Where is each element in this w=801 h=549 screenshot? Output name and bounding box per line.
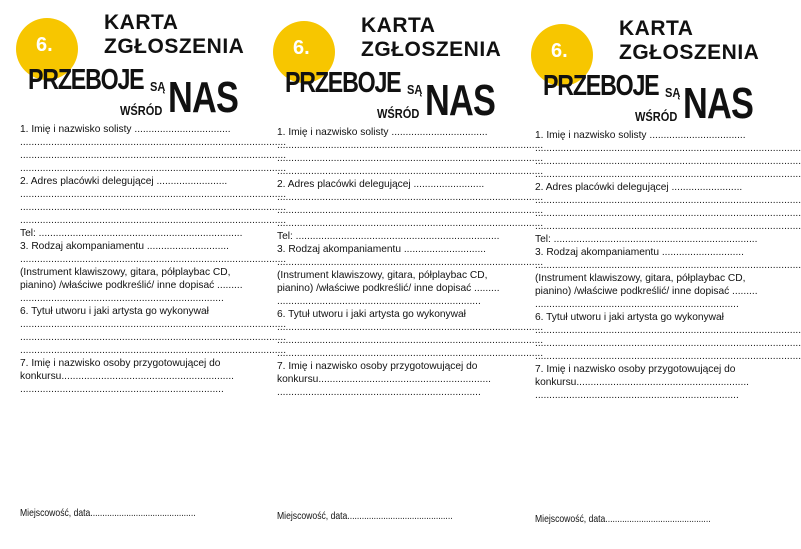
logo-nas: NAS [168, 73, 239, 122]
field-soloist-name: 1. Imię i nazwisko solisty .................................. [20, 124, 231, 135]
field-line: .............................................................................................. [20, 332, 287, 343]
field-phone: Tel: ........................................................................ [535, 234, 758, 245]
title-karta: KARTA [104, 11, 179, 34]
field-teacher-name: 7. Imię i nazwisko osoby przygotowującej do [20, 358, 221, 369]
field-song-title: 6. Tytuł utworu i jaki artysta go wykonywał [277, 309, 466, 320]
field-line: ........................................................................ [20, 293, 224, 304]
logo-nas: NAS [425, 76, 496, 125]
field-line: .............................................................................................. [277, 322, 544, 333]
field-line: ........................................................................ [277, 387, 481, 398]
field-institution-address: 2. Adres placówki delegującej ......................... [277, 179, 485, 190]
field-line: .............................................................................................. [277, 335, 544, 346]
field-line: .............................................................................................. [535, 208, 801, 219]
field-accompaniment-note: pianino) /właściwe podkreślić/ inne dopisać ......... [535, 286, 758, 297]
field-teacher-name-cont: konkursu............................................................. [535, 377, 749, 388]
field-line: .............................................................................................. [20, 215, 287, 226]
field-line: .............................................................................................. [20, 137, 287, 148]
field-line: .............................................................................................. [277, 153, 544, 164]
field-line: ........................................................................ [277, 296, 481, 307]
logo-sa: SĄ [150, 79, 166, 94]
field-line: .............................................................................................. [20, 189, 287, 200]
field-accompaniment: 3. Rodzaj akompaniamentu ............................. [535, 247, 744, 258]
field-line: .............................................................................................. [277, 205, 544, 216]
title-zgloszenia: ZGŁOSZENIA [619, 41, 760, 64]
field-teacher-name-cont: konkursu............................................................. [20, 371, 234, 382]
field-line: ........................................................................ [535, 299, 739, 310]
edition-number: 6. [293, 37, 310, 59]
field-line: .............................................................................................. [277, 257, 544, 268]
field-line: .............................................................................................. [535, 156, 801, 167]
field-soloist-name: 1. Imię i nazwisko solisty .................................. [277, 127, 488, 138]
edition-number: 6. [551, 40, 568, 62]
field-teacher-name: 7. Imię i nazwisko osoby przygotowującej do [277, 361, 478, 372]
title-zgloszenia: ZGŁOSZENIA [361, 38, 502, 61]
field-accompaniment-note: pianino) /właściwe podkreślić/ inne dopisać ......... [20, 280, 243, 291]
logo-przeboje: PRZEBOJE [285, 67, 401, 99]
title-karta: KARTA [361, 14, 436, 37]
application-card-1 [16, 0, 287, 543]
field-line: .............................................................................................. [277, 140, 544, 151]
field-line: ........................................................................ [535, 390, 739, 401]
field-line: .............................................................................................. [20, 319, 287, 330]
card-title [361, 14, 501, 62]
field-line: .............................................................................................. [535, 351, 801, 362]
logo-sa: SĄ [407, 82, 423, 97]
card-title [104, 11, 244, 59]
field-line: .............................................................................................. [20, 345, 287, 356]
logo-wsrod: WŚRÓD [377, 106, 420, 121]
field-song-title: 6. Tytuł utworu i jaki artysta go wykonywał [535, 312, 724, 323]
field-accompaniment-note: pianino) /właściwe podkreślić/ inne dopisać ......... [277, 283, 500, 294]
form-fields [535, 129, 801, 402]
field-phone: Tel: ........................................................................ [20, 228, 243, 239]
logo-sa: SĄ [665, 85, 681, 100]
title-karta: KARTA [619, 17, 694, 40]
field-teacher-name: 7. Imię i nazwisko osoby przygotowującej do [535, 364, 736, 375]
field-institution-address: 2. Adres placówki delegującej ......................... [20, 176, 228, 187]
field-accompaniment: 3. Rodzaj akompaniamentu ............................. [277, 244, 486, 255]
field-line: .............................................................................................. [277, 192, 544, 203]
field-soloist-name: 1. Imię i nazwisko solisty .................................. [535, 130, 746, 141]
field-line: .............................................................................................. [535, 169, 801, 180]
field-line: .............................................................................................. [20, 150, 287, 161]
field-line: .............................................................................................. [535, 338, 801, 349]
field-line: .............................................................................................. [535, 221, 801, 232]
application-card-2 [273, 3, 544, 546]
application-card-3 [531, 6, 801, 549]
field-phone: Tel: ........................................................................ [277, 231, 500, 242]
field-accompaniment-note: (Instrument klawiszowy, gitara, półplaybac CD, [277, 270, 488, 281]
place-date-line: Miejscowość, data............................................ [277, 510, 453, 522]
logo-nas: NAS [683, 79, 754, 128]
field-line: .............................................................................................. [277, 218, 544, 229]
field-teacher-name-cont: konkursu............................................................. [277, 374, 491, 385]
field-line: .............................................................................................. [20, 202, 287, 213]
field-line: ........................................................................ [20, 384, 224, 395]
field-line: .............................................................................................. [535, 260, 801, 271]
field-line: .............................................................................................. [20, 163, 287, 174]
field-institution-address: 2. Adres placówki delegującej ......................... [535, 182, 743, 193]
logo-wsrod: WŚRÓD [635, 109, 678, 124]
logo-przeboje: PRZEBOJE [543, 70, 659, 102]
card-title [619, 17, 759, 65]
title-zgloszenia: ZGŁOSZENIA [104, 35, 245, 58]
field-song-title: 6. Tytuł utworu i jaki artysta go wykonywał [20, 306, 209, 317]
field-line: .............................................................................................. [277, 166, 544, 177]
field-line: .............................................................................................. [535, 195, 801, 206]
logo-wsrod: WŚRÓD [120, 103, 163, 118]
field-line: .............................................................................................. [535, 143, 801, 154]
form-fields [20, 123, 287, 396]
field-accompaniment-note: (Instrument klawiszowy, gitara, półplaybac CD, [20, 267, 231, 278]
place-date-line: Miejscowość, data............................................ [20, 507, 196, 519]
field-line: .............................................................................................. [277, 348, 544, 359]
edition-number: 6. [36, 34, 53, 56]
place-date-line: Miejscowość, data............................................ [535, 513, 711, 525]
form-fields [277, 126, 544, 399]
field-accompaniment: 3. Rodzaj akompaniamentu ............................. [20, 241, 229, 252]
field-line: .............................................................................................. [20, 254, 287, 265]
field-accompaniment-note: (Instrument klawiszowy, gitara, półplaybac CD, [535, 273, 746, 284]
field-line: .............................................................................................. [535, 325, 801, 336]
logo-przeboje: PRZEBOJE [28, 64, 144, 96]
